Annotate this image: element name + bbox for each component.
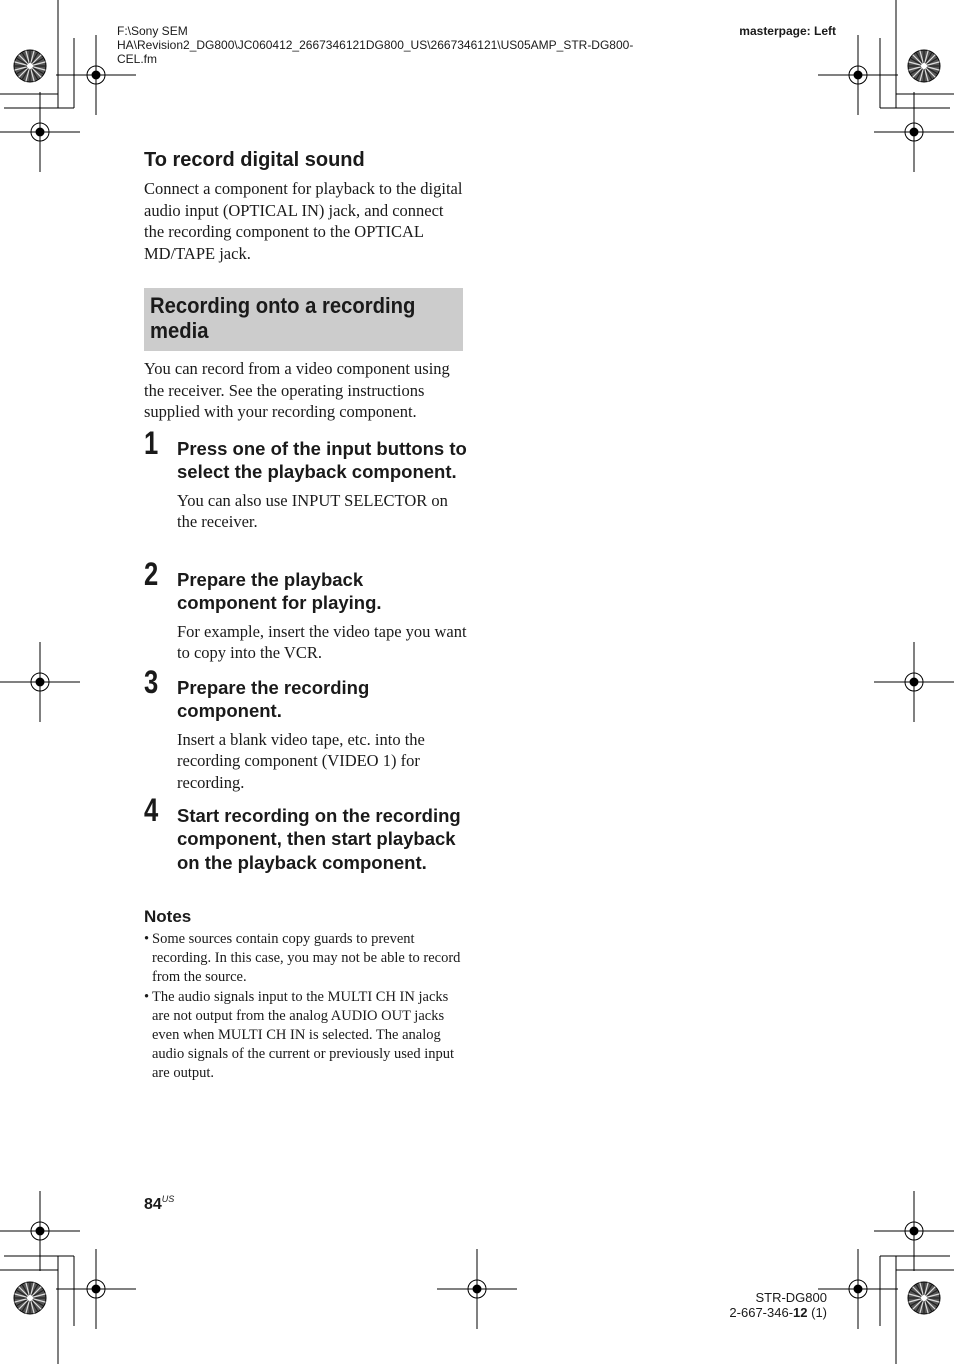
model-number: STR-DG800 (755, 1290, 827, 1305)
intro-text: You can record from a video component using the receiver. See the operating instructions supplied with your recording component. (144, 359, 450, 421)
step-body: Insert a blank video tape, etc. into the recording component (VIDEO 1) for recording. (177, 729, 425, 792)
document-code (700, 1305, 827, 1320)
note-item (144, 988, 466, 1084)
registration-mark-icon (0, 1191, 80, 1271)
step-number: 4 (144, 792, 159, 828)
step-3 (144, 664, 466, 793)
banner-title: Recording onto a recording media (150, 293, 416, 343)
registration-mark-icon (0, 92, 80, 172)
section-heading: To record digital sound (144, 149, 365, 171)
section-body: Connect a component for playback to the digital audio input (OPTICAL IN) jack, and connect the recording component to the OPTICAL MD/TAPE jack. (144, 179, 463, 263)
step-4 (144, 792, 466, 874)
page-number-suffix: US (161, 1194, 175, 1204)
step-heading: Press one of the input buttons to select the playback component. (177, 438, 467, 483)
masterpage-label: masterpage: Left (739, 24, 836, 38)
bullet-icon: • (144, 988, 150, 1005)
step-heading: Start recording on the recording component, then start playback on the playback component. (177, 805, 461, 873)
color-wheel-icon (14, 50, 46, 82)
registration-mark-icon (818, 1249, 898, 1329)
color-wheel-icon (14, 1282, 46, 1314)
step-number: 2 (144, 556, 159, 592)
step-body: You can also use INPUT SELECTOR on the receiver. (177, 490, 448, 532)
section-banner (144, 288, 463, 351)
registration-mark-icon (437, 1249, 517, 1329)
step-body: For example, insert the video tape you want to copy into the VCR. (177, 621, 467, 663)
file-path-line: CEL.fm (117, 52, 158, 66)
file-path-header (117, 24, 717, 66)
code-prefix: 2-667-346- (729, 1305, 794, 1320)
step-1 (144, 425, 467, 533)
registration-mark-icon (56, 1249, 136, 1329)
file-path-line: F:\Sony SEM (117, 24, 188, 38)
step-heading: Prepare the playback component for playing. (177, 569, 382, 614)
step-number: 1 (144, 425, 159, 461)
file-path-line: HA\Revision2_DG800\JC060412_2667346121DG800_US\2667346121\US05AMP_STR-DG800- (117, 38, 634, 52)
code-revision: 12 (793, 1305, 808, 1320)
note-text: Some sources contain copy guards to prevent recording. In this case, you may not be able to record from the source. (152, 931, 461, 986)
notes-heading: Notes (144, 907, 192, 926)
step-number: 3 (144, 664, 159, 700)
registration-mark-icon (874, 92, 954, 172)
color-wheel-icon (908, 50, 940, 82)
step-2 (144, 556, 467, 664)
note-item (144, 930, 466, 988)
registration-mark-icon (818, 35, 898, 115)
footer-info (700, 1290, 827, 1320)
digital-sound-section (144, 148, 464, 264)
step-heading: Prepare the recording component. (177, 677, 370, 722)
notes-section (144, 906, 466, 1084)
code-suffix: (1) (807, 1305, 827, 1320)
intro-paragraph (144, 358, 466, 423)
bullet-icon: • (144, 931, 150, 947)
page-number-value: 84 (144, 1196, 162, 1213)
color-wheel-icon (908, 1282, 940, 1314)
registration-mark-icon (0, 642, 80, 722)
note-text: The audio signals input to the MULTI CH IN jacks are not output from the analog AUDIO OUT jacks even when MULTI CH IN is selected. The analog audio signals of the current or previously used input are output. (152, 988, 455, 1082)
page-number (144, 1194, 174, 1214)
registration-mark-icon (874, 642, 954, 722)
registration-mark-icon (874, 1191, 954, 1271)
